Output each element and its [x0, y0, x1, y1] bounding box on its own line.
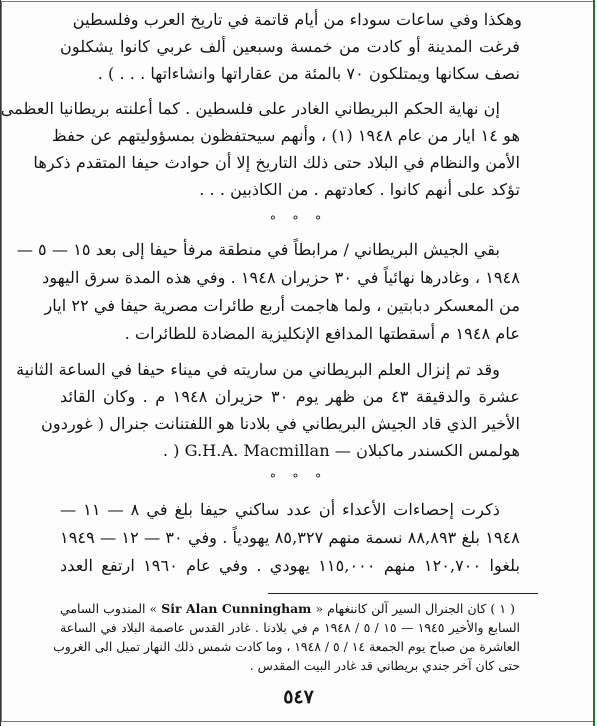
text-line: عشرة والدقيقة ٤٣ من ظهر يوم ٣٠ حزيران ١٩٤٨ م . وكان القائد: [60, 387, 520, 406]
text-segment: ( .: [162, 441, 180, 460]
text-line: الأمن والنظام في البلاد حتى ذلك التاريخ إلا أن حوادث حيفا المتقدم ذكرها: [33, 153, 520, 172]
footnote-line: حتى كان آخر جندي بريطاني قد غادر البيت المقدس .: [249, 658, 520, 673]
text-line: ذكرت إحصاءات الأعداء أن عدد ساكني حيفا بلغ في ٨ — ١١ —: [60, 500, 500, 519]
latin-name: G.H.A. Macmillan: [184, 441, 330, 460]
text-line: تؤكد على أنهم كانوا . كعادتهم . من الكاذبين . . .: [199, 180, 520, 199]
text-line: وهكذا وفي ساعات سوداء من أيام قاتمة في تاريخ العرب وفلسطين: [72, 10, 522, 29]
footnote-line: العاشرة من صباح يوم الجمعة ١٤ / ٥ / ١٩٤٨ ، وما كادت شمس ذلك النهار تميل الى الغروب: [53, 639, 520, 654]
text-line: عام ١٩٤٨ م أسقطتها المدافع الإنكليزية المضادة للطائرات .: [124, 324, 520, 343]
section-separator: ° ° °: [269, 214, 328, 229]
text-line: فرغت المدينة أو كادت من خمسة وسبعين ألف عربي كانوا يشكلون: [60, 37, 520, 56]
footnote-text: » المندوب السامي: [60, 601, 158, 616]
text-line: ١٩٤٨ ، وغادرها نهائياً في ٣٠ حزيران ١٩٤٨ . وفي هذه المدة سرق اليهود: [42, 268, 520, 287]
text-line: وقد تم إنزال العلم البريطاني من ساريته في ميناء حيفا في الساعة الثانية: [16, 360, 500, 379]
text-line: إن نهاية الحكم البريطاني الغادر على فلسطين . كما أعلنته بريطانيا العظمى: [0, 99, 500, 118]
text-line-mixed: [60, 441, 520, 461]
text-line: نصف سكانها ويمتلكون ٧٠ بالمئة من عقاراتها وانشاءاتها . . . ) .: [97, 64, 520, 83]
text-line: هو ١٤ ايار من عام ١٩٤٨ (١) ، وأنهم سيحتفظون بمسؤوليتهم عن حفظ: [51, 126, 520, 145]
text-line: الأخير الذي قاد الجيش البريطاني في بلادنا هو اللفتنانت جنرال ( غوردون: [41, 414, 520, 433]
window-edge: [593, 0, 595, 726]
text-line: بلغوا ١٢٠,٧٠٠ منهم ١١٥,٠٠٠ يهودي . وفي عام ١٩٦٠ ارتفع العدد: [60, 556, 520, 575]
page-number: ٥٤٧: [283, 686, 314, 708]
footnote-rule: [268, 593, 538, 594]
footnote-text: ( ١ ) كان الجنرال السير آلن كاننغهام «: [315, 601, 515, 616]
footnote-line: السابع والأخير ١٩٤٥ — ١٥ / ٥ / ١٩٤٨ م في بلادنا . غادر القدس عاصمة البلاد في الساعة: [60, 620, 520, 635]
latin-name: Sir Alan Cunningham: [161, 601, 312, 616]
section-separator: ° ° °: [269, 472, 328, 487]
text-line: من المعسكر دبابتين ، ولما هاجمت أربع طائرات مصرية حيفا في ٢٢ ايار: [44, 296, 520, 315]
text-line: بقي الجيش البريطاني / مرابطاً في منطقة مرفأ حيفا إلى بعد ١٥ — ٥ —: [16, 240, 500, 259]
footnote-line: [60, 600, 515, 617]
text-line: ١٩٤٨ بلغ ٨٨,٨٩٣ نسمة منهم ٨٥,٣٢٧ يهودياً . وفي ٣٠ — ١٢ — ١٩٤٩: [60, 528, 520, 547]
text-segment: هولمس الكسندر ماكبلان —: [334, 441, 520, 460]
